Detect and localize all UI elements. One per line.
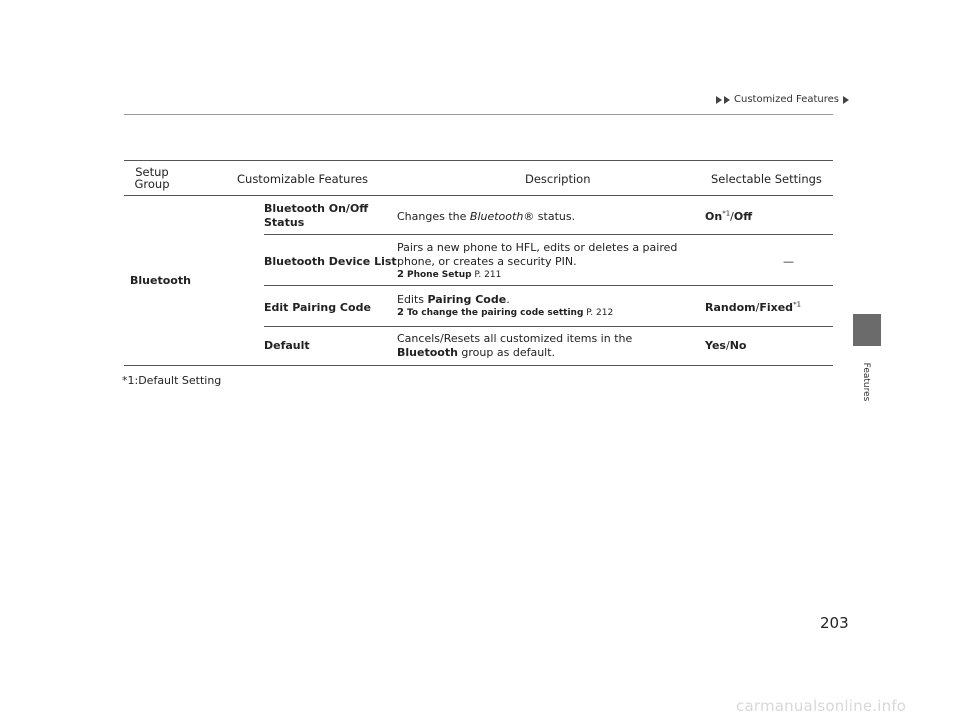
reference-arrow-icon: 2 xyxy=(397,307,404,318)
header-setup-group-line1: Setup xyxy=(135,165,169,179)
feature-line: Bluetooth On/Off xyxy=(264,202,369,215)
setting-option: Yes xyxy=(705,339,726,352)
setting-separator: / xyxy=(730,210,734,223)
reference-title: Phone Setup xyxy=(406,270,472,280)
description-cell xyxy=(397,293,613,319)
setting-separator: / xyxy=(725,339,730,352)
description-line: Cancels/Resets all customized items in the xyxy=(397,332,633,345)
page-reference xyxy=(397,307,613,319)
footnote-marker: *1 xyxy=(793,300,802,309)
setting-option: No xyxy=(729,339,747,352)
table-rule xyxy=(264,234,833,235)
header-rule xyxy=(124,114,833,115)
section-tab-marker xyxy=(853,314,881,346)
setting-option: On xyxy=(705,210,723,223)
setting-cell: — xyxy=(783,255,794,268)
table-rule xyxy=(124,195,833,196)
header-description: Description xyxy=(525,172,591,186)
description-cell xyxy=(397,210,575,224)
description-cell xyxy=(397,332,632,360)
footnote: *1:Default Setting xyxy=(122,374,222,387)
setting-option: Random xyxy=(705,301,756,314)
triangle-right-icon xyxy=(716,96,722,104)
description-text: ® status. xyxy=(523,210,576,223)
description-line: phone, or creates a security PIN. xyxy=(397,255,577,268)
feature-cell: Edit Pairing Code xyxy=(264,301,371,314)
watermark: carmanualsonline.info xyxy=(736,697,907,715)
triangle-right-icon xyxy=(843,96,849,104)
setting-cell xyxy=(705,301,801,315)
section-tab-text: Features xyxy=(861,362,871,402)
header-setup-group xyxy=(132,166,172,190)
description-text: . xyxy=(506,293,510,306)
header-settings: Selectable Settings xyxy=(711,172,822,186)
table-rule xyxy=(264,326,833,327)
description-italic: Bluetooth xyxy=(469,210,524,223)
table-rule xyxy=(264,285,833,286)
description-text: group as default. xyxy=(457,346,556,359)
setting-cell xyxy=(705,210,752,224)
description-line: Pairs a new phone to HFL, edits or deletes a paired xyxy=(397,241,678,254)
reference-arrow-icon: 2 xyxy=(397,269,404,280)
description-bold: Pairing Code xyxy=(427,293,507,306)
setting-option: Fixed xyxy=(759,301,794,314)
description-cell xyxy=(397,241,677,281)
feature-cell xyxy=(264,202,368,230)
header-features: Customizable Features xyxy=(237,172,369,186)
table-rule xyxy=(124,365,833,366)
group-cell: Bluetooth xyxy=(130,274,191,287)
setting-option: Off xyxy=(733,210,753,223)
feature-line: Status xyxy=(264,216,305,229)
breadcrumb-label: Customized Features xyxy=(734,94,840,105)
breadcrumb xyxy=(716,94,849,105)
setting-cell xyxy=(705,339,746,353)
reference-title: To change the pairing code setting xyxy=(406,308,584,318)
feature-cell: Default xyxy=(264,339,310,352)
table-rule xyxy=(124,160,833,161)
page-number: 203 xyxy=(820,614,849,632)
reference-page: P. 211 xyxy=(471,270,502,280)
feature-cell: Bluetooth Device List xyxy=(264,255,397,268)
description-bold: Bluetooth xyxy=(397,346,458,359)
footnote-marker: *1 xyxy=(722,209,731,218)
description-text: Edits xyxy=(397,293,428,306)
section-tab-label xyxy=(852,352,880,412)
page-reference xyxy=(397,269,677,281)
header-setup-group-line2: Group xyxy=(134,177,170,191)
description-text: Changes the xyxy=(397,210,470,223)
setting-separator: / xyxy=(755,301,760,314)
reference-page: P. 212 xyxy=(583,308,614,318)
triangle-right-icon xyxy=(724,96,730,104)
